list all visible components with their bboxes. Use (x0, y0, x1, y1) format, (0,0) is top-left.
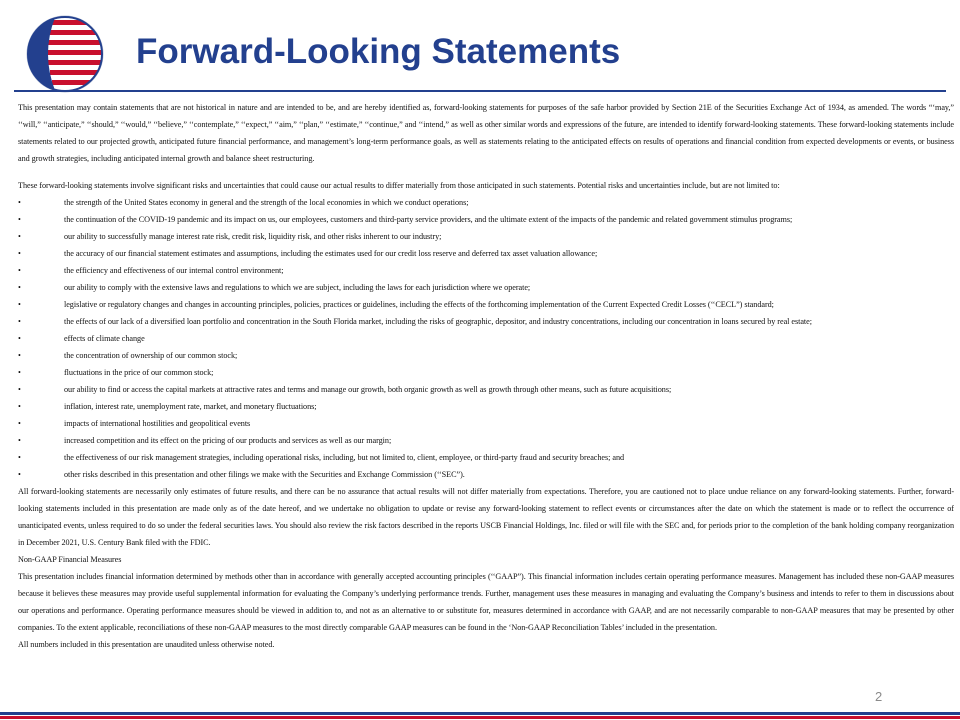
footer-red-rule (0, 716, 960, 719)
bullet-icon: • (18, 368, 21, 377)
disclaimer-body (18, 99, 954, 653)
list-item (18, 466, 954, 483)
list-item (18, 432, 954, 449)
bullet-icon: • (18, 283, 21, 292)
list-item-text: inflation, interest rate, unemployment rate, market, and monetary fluctuations; (64, 402, 317, 411)
list-item (18, 194, 954, 211)
cautionary-paragraph: All forward-looking statements are necessarily only estimates of future results, and there can be no assurance that actual results will not differ materially from expectations. Therefore, you are cautioned not to place undue reliance on any forward-looking statements. Further, forward-looking statements included in this presentation are made only as of the date hereof, and we undertake no obligation to update or revise any forward-looking statement to reflect events or circumstances after the date on which the statement is made or to reflect the occurrence of unanticipated events, unless required to do so under the federal securities laws. You should also review the risk factors described in the reports USCB Financial Holdings, Inc. filed or will file with the SEC and, for periods prior to the completion of the bank holding company reorganization in December 2021, U.S. Century Bank filed with the FDIC. (18, 487, 954, 547)
footer-blue-rule (0, 712, 960, 715)
bullet-icon: • (18, 266, 21, 275)
list-item-text: legislative or regulatory changes and changes in accounting principles, policies, practices or guidelines, including the effects of the forthcoming implementation of the Current Expected Credit Losses (‘‘CECL”) standard; (64, 300, 774, 309)
list-item (18, 347, 954, 364)
bullet-icon: • (18, 453, 21, 462)
list-item-text: the effectiveness of our risk management strategies, including operational risks, including, but not limited to, client, employee, or third-party fraud and security breaches; and (64, 453, 625, 462)
bullet-icon: • (18, 334, 21, 343)
list-item (18, 449, 954, 466)
list-item-text: other risks described in this presentation and other filings we make with the Securities and Exchange Commission (‘‘SEC”). (64, 470, 465, 479)
list-item (18, 228, 954, 245)
list-item (18, 364, 954, 381)
list-item-text: the continuation of the COVID-19 pandemic and its impact on us, our employees, customers and third-party service providers, and the ultimate extent of the impacts of the pandemic and related government stimulus programs; (64, 215, 793, 224)
list-item-text: effects of climate change (64, 334, 145, 343)
intro-paragraph: This presentation may contain statements that are not historical in nature and are intended to be, and are hereby identified as, forward-looking statements for purposes of the safe harbor provided by Section 21E of the Securities Exchange Act of 1934, as amended. The words “‘may,” ‘‘will,” ‘‘anticipate,” ‘‘should,” ‘‘would,” ‘‘believe,” ‘‘contemplate,” ‘‘expect,” ‘‘aim,” ‘‘plan,” ‘‘estimate,” ‘‘continue,” and ‘‘intend,” as well as other similar words and expressions of the future, are intended to identify forward-looking statements. These forward-looking statements include statements related to our projected growth, anticipated future financial performance, and management’s long-term performance goals, as well as statements relating to the anticipated effects on results of operations and financial condition from expected developments or events, or business and growth strategies, including anticipated internal growth and balance sheet restructuring. (18, 103, 954, 163)
bullet-icon: • (18, 215, 21, 224)
bullet-icon: • (18, 470, 21, 479)
list-item-text: our ability to successfully manage interest rate risk, credit risk, liquidity risk, and other risks inherent to our industry; (64, 232, 442, 241)
bullet-icon: • (18, 317, 21, 326)
list-item-text: the effects of our lack of a diversified loan portfolio and concentration in the South Florida market, including the risks of geographic, depositor, and industry concentrations, including our concentration in loans secured by real estate; (64, 317, 812, 326)
title-divider (14, 90, 946, 92)
non-gaap-heading: Non-GAAP Financial Measures (18, 555, 122, 564)
list-item-text: our ability to find or access the capital markets at attractive rates and terms and manage our growth, both organic growth as well as growth through other means, such as future acquisitions; (64, 385, 672, 394)
bullet-icon: • (18, 249, 21, 258)
bullet-icon: • (18, 232, 21, 241)
bullet-icon: • (18, 419, 21, 428)
list-item (18, 279, 954, 296)
list-item-text: the strength of the United States economy in general and the strength of the local economies in which we conduct operations; (64, 198, 469, 207)
bullet-icon: • (18, 300, 21, 309)
list-item (18, 313, 954, 330)
list-item (18, 415, 954, 432)
risks-intro-paragraph: These forward-looking statements involve significant risks and uncertainties that could cause our actual results to differ materially from those anticipated in such statements. Potential risks and uncertainties include, but are not limited to: (18, 181, 780, 190)
list-item (18, 381, 954, 398)
list-item-text: the concentration of ownership of our common stock; (64, 351, 238, 360)
bullet-icon: • (18, 351, 21, 360)
bullet-icon: • (18, 402, 21, 411)
list-item (18, 398, 954, 415)
paragraph-gap (18, 167, 954, 177)
non-gaap-paragraph: This presentation includes financial information determined by methods other than in accordance with generally accepted accounting principles (‘‘GAAP”). This financial information includes certain operating performance measures. Management has included these non-GAAP measures because it believes these measures may provide useful supplemental information for evaluating the Company’s underlying performance trends. Further, management uses these measures in managing and evaluating the Company’s business and intends to refer to them in discussions about our operations and performance. Operating performance measures should be viewed in addition to, and not as an alternative to or substitute for, measures determined in accordance with GAAP, and are not necessarily comparable to non-GAAP measures that may be presented by other companies. To the extent applicable, reconciliations of these non-GAAP measures to the most directly comparable GAAP measures can be found in the ‘Non-GAAP Reconciliation Tables’ included in the presentation. (18, 572, 954, 632)
list-item-text: the accuracy of our financial statement estimates and assumptions, including the estimates used for our credit loss reserve and deferred tax asset valuation allowance; (64, 249, 598, 258)
bullet-icon: • (18, 198, 21, 207)
list-item-text: impacts of international hostilities and geopolitical events (64, 419, 251, 428)
list-item-text: increased competition and its effect on the pricing of our products and services as well as our margin; (64, 436, 392, 445)
unaudited-note: All numbers included in this presentation are unaudited unless otherwise noted. (18, 640, 275, 649)
list-item-text: the efficiency and effectiveness of our internal control environment; (64, 266, 284, 275)
list-item-text: our ability to comply with the extensive laws and regulations to which we are subject, including the laws for each jurisdiction where we operate; (64, 283, 531, 292)
list-item (18, 245, 954, 262)
list-item (18, 262, 954, 279)
page-title: Forward-Looking Statements (136, 32, 621, 71)
list-item (18, 211, 954, 228)
bullet-icon: • (18, 385, 21, 394)
list-item-text: fluctuations in the price of our common stock; (64, 368, 214, 377)
bullet-icon: • (18, 436, 21, 445)
usa-flag-circle-logo (26, 15, 104, 93)
risk-list (18, 194, 954, 483)
list-item (18, 330, 954, 347)
list-item (18, 296, 954, 313)
page-number: 2 (875, 689, 883, 704)
